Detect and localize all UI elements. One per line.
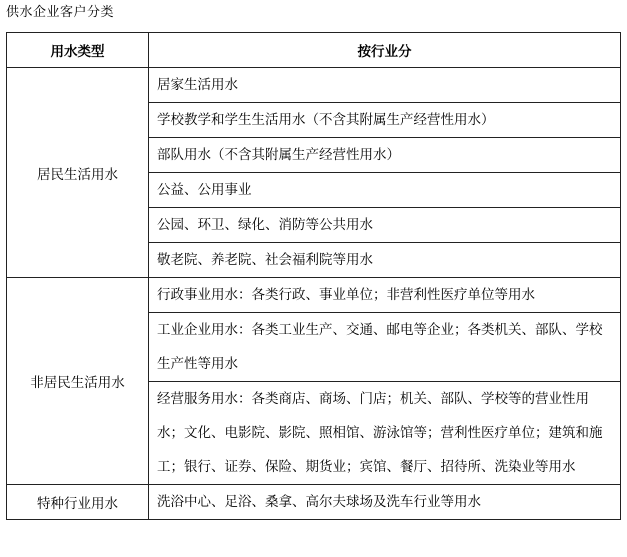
customer-classification-table <box>6 32 621 520</box>
table-header-row <box>7 33 621 68</box>
table-cell: 洗浴中心、足浴、桑拿、高尔夫球场及洗车行业等用水 <box>149 485 621 520</box>
category-residential: 居民生活用水 <box>7 68 149 278</box>
table-cell: 居家生活用水 <box>149 68 621 103</box>
table-cell: 工业企业用水：各类工业生产、交通、邮电等企业；各类机关、部队、学校生产性等用水 <box>149 313 621 382</box>
table-cell: 公益、公用事业 <box>149 173 621 208</box>
table-cell: 部队用水（不含其附属生产经营性用水） <box>149 138 621 173</box>
table-row <box>7 68 621 103</box>
table-cell: 公园、环卫、绿化、消防等公共用水 <box>149 208 621 243</box>
table-cell: 敬老院、养老院、社会福利院等用水 <box>149 243 621 278</box>
table-row <box>7 278 621 313</box>
table-row <box>7 485 621 520</box>
table-cell: 行政事业用水：各类行政、事业单位；非营利性医疗单位等用水 <box>149 278 621 313</box>
table-cell: 经营服务用水：各类商店、商场、门店；机关、部队、学校等的营业性用水；文化、电影院、影院、照相馆、游泳馆等；营利性医疗单位；建筑和施工；银行、证券、保险、期货业；宾馆、餐厅、招待所、洗染业等用水 <box>149 382 621 485</box>
table-cell: 学校教学和学生生活用水（不含其附属生产经营性用水） <box>149 103 621 138</box>
category-special-industry: 特种行业用水 <box>7 485 149 520</box>
header-by-industry: 按行业分 <box>149 33 621 68</box>
header-water-type: 用水类型 <box>7 33 149 68</box>
category-non-residential: 非居民生活用水 <box>7 278 149 485</box>
page-title: 供水企业客户分类 <box>6 5 115 20</box>
